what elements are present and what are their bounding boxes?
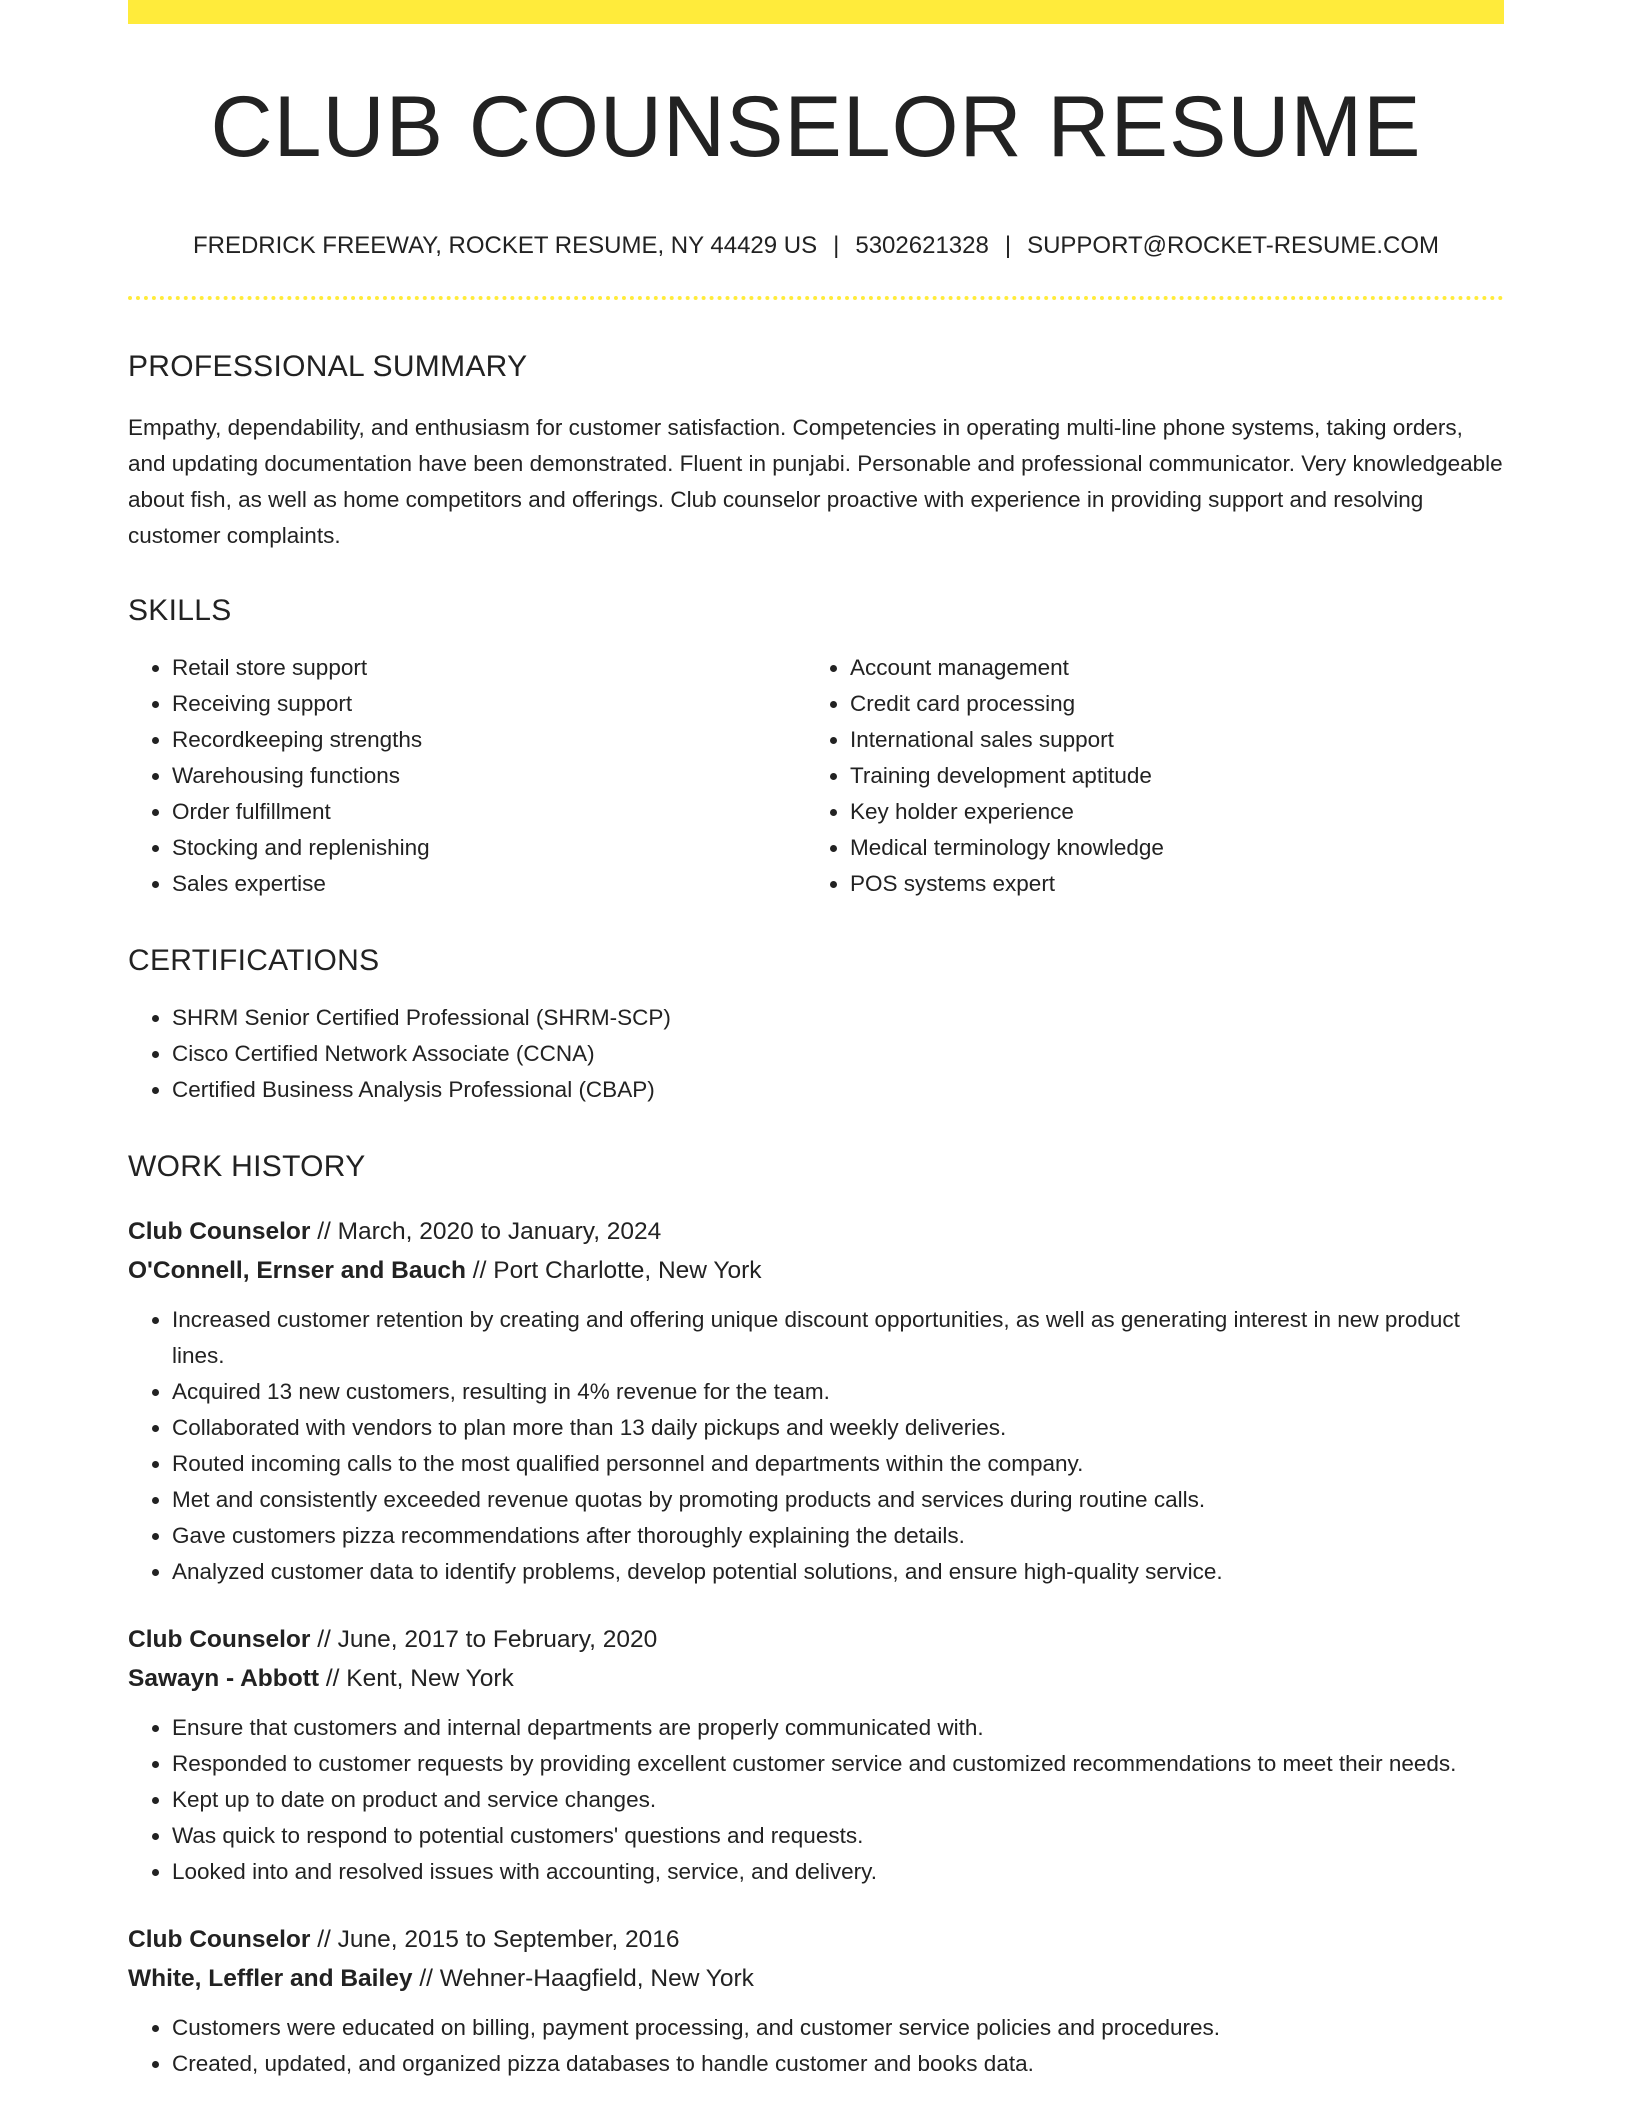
job-company: Sawayn - Abbott	[128, 1665, 320, 1692]
contact-email: SUPPORT@ROCKET-RESUME.COM	[1027, 232, 1440, 259]
job-bullet: • Gave customers pizza recommendations after thoroughly explaining the details.	[172, 1518, 1504, 1554]
contact-separator: |	[833, 232, 840, 259]
skills-heading: SKILLS	[128, 594, 232, 627]
skill-item: • Retail store support	[172, 650, 806, 686]
job-bullet: • Kept up to date on product and service changes.	[172, 1782, 1504, 1818]
job-bullet: • Was quick to respond to potential customers' questions and requests.	[172, 1818, 1504, 1854]
job-bullets	[128, 2010, 1504, 2082]
job-bullets	[128, 1302, 1504, 1590]
job-location: // Wehner-Haagfield, New York	[412, 1965, 754, 1992]
skill-item: • Account management	[850, 650, 1484, 686]
job-bullet: • Acquired 13 new customers, resulting in 4% revenue for the team.	[172, 1374, 1504, 1410]
job-entry	[128, 1620, 1504, 1890]
skill-item: • International sales support	[850, 722, 1484, 758]
certification-item: • Certified Business Analysis Professional (CBAP)	[172, 1072, 1504, 1108]
skill-item: • Stocking and replenishing	[172, 830, 806, 866]
page-title: CLUB COUNSELOR RESUME	[210, 79, 1422, 175]
contact-line	[128, 234, 1504, 258]
job-bullet: • Collaborated with vendors to plan more than 13 daily pickups and weekly deliveries.	[172, 1410, 1504, 1446]
job-bullet: • Ensure that customers and internal departments are properly communicated with.	[172, 1710, 1504, 1746]
certifications-heading: CERTIFICATIONS	[128, 944, 380, 977]
skill-item: • Medical terminology knowledge	[850, 830, 1484, 866]
job-company-line	[128, 1959, 1504, 1998]
skill-item: • Sales expertise	[172, 866, 806, 902]
job-bullet: • Looked into and resolved issues with accounting, service, and delivery.	[172, 1854, 1504, 1890]
job-role-line	[128, 1212, 1504, 1251]
job-entry	[128, 1920, 1504, 2082]
job-company: O'Connell, Ernser and Bauch	[128, 1257, 466, 1284]
skills-list-left	[128, 650, 806, 902]
job-dates: // March, 2020 to January, 2024	[310, 1218, 662, 1245]
dotted-divider	[128, 296, 1504, 300]
job-dates: // June, 2015 to September, 2016	[310, 1926, 680, 1953]
job-bullet: • Routed incoming calls to the most qualified personnel and departments within the company.	[172, 1446, 1504, 1482]
job-role-line	[128, 1920, 1504, 1959]
certifications-list	[128, 1000, 1504, 1108]
job-bullet: • Created, updated, and organized pizza databases to handle customer and books data.	[172, 2046, 1504, 2082]
job-role: Club Counselor	[128, 1218, 311, 1245]
skill-item: • Credit card processing	[850, 686, 1484, 722]
job-role: Club Counselor	[128, 1926, 311, 1953]
job-company-line	[128, 1659, 1504, 1698]
skills-columns	[128, 650, 1504, 902]
job-bullets	[128, 1710, 1504, 1890]
skill-item: • Recordkeeping strengths	[172, 722, 806, 758]
job-dates: // June, 2017 to February, 2020	[310, 1626, 658, 1653]
job-location: // Port Charlotte, New York	[466, 1257, 762, 1284]
job-bullet: • Responded to customer requests by providing excellent customer service and customized recommendations to meet their needs.	[172, 1746, 1504, 1782]
skill-item: • POS systems expert	[850, 866, 1484, 902]
job-bullet: • Increased customer retention by creating and offering unique discount opportunities, as well as generating interest in new product lines.	[172, 1302, 1504, 1374]
skill-item: • Receiving support	[172, 686, 806, 722]
job-entry	[128, 1212, 1504, 1590]
skills-list-right	[806, 650, 1484, 902]
job-role: Club Counselor	[128, 1626, 311, 1653]
certification-item: • Cisco Certified Network Associate (CCNA)	[172, 1036, 1504, 1072]
job-location: // Kent, New York	[319, 1665, 514, 1692]
job-bullet: • Met and consistently exceeded revenue quotas by promoting products and services during routine calls.	[172, 1482, 1504, 1518]
skill-item: • Training development aptitude	[850, 758, 1484, 794]
contact-separator: |	[1004, 232, 1012, 259]
skill-item: • Key holder experience	[850, 794, 1484, 830]
job-company-line	[128, 1251, 1504, 1290]
contact-address: FREDRICK FREEWAY, ROCKET RESUME, NY 44429 US	[192, 232, 818, 259]
contact-phone: 5302621328	[855, 232, 989, 259]
job-role-line	[128, 1620, 1504, 1659]
resume-page	[128, 0, 1504, 2082]
certification-item: • SHRM Senior Certified Professional (SHRM-SCP)	[172, 1000, 1504, 1036]
job-company: White, Leffler and Bailey	[128, 1965, 413, 1992]
job-bullet: • Analyzed customer data to identify problems, develop potential solutions, and ensure high-quality service.	[172, 1554, 1504, 1590]
work-history-heading: WORK HISTORY	[128, 1150, 366, 1183]
accent-top-bar	[128, 0, 1504, 24]
skill-item: • Warehousing functions	[172, 758, 806, 794]
skill-item: • Order fulfillment	[172, 794, 806, 830]
summary-text: Empathy, dependability, and enthusiasm for customer satisfaction. Competencies in operating multi-line phone systems, taking orders, and updating documentation have been demonstrated. Fluent in punjabi. Personable and professional communicator. Very knowledgeable about fish, as well as home competitors and offerings. Club counselor proactive with experience in providing support and resolving customer complaints.	[128, 415, 1503, 548]
summary-heading: PROFESSIONAL SUMMARY	[128, 350, 528, 383]
job-bullet: • Customers were educated on billing, payment processing, and customer service policies and procedures.	[172, 2010, 1504, 2046]
